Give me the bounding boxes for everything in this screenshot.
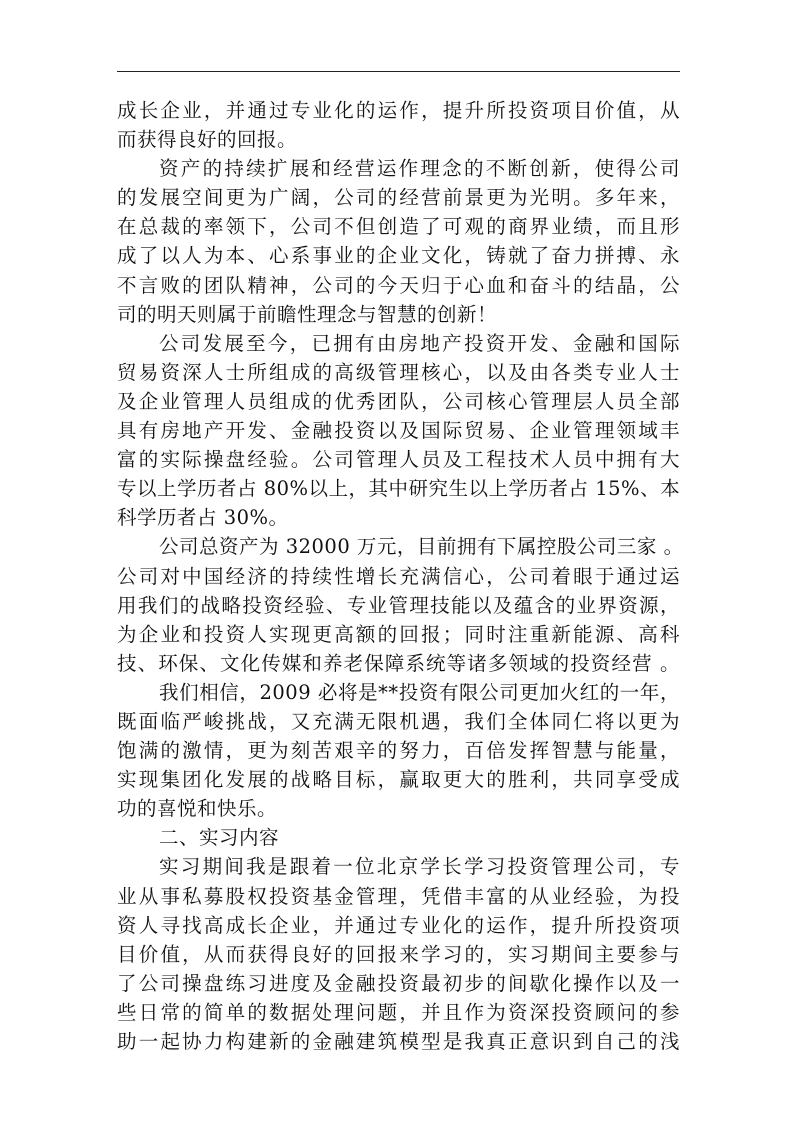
text-line: 业从事私募股权投资基金管理，凭借丰富的从业经验，为投: [117, 884, 680, 908]
text-line: 不言败的团队精神，公司的今天归于心血和奋斗的结晶，公: [117, 273, 680, 297]
paragraph-first-line: 我们相信，2009 必将是**投资有限公司更加火红的一年，: [159, 680, 680, 704]
paragraph-first-line: 二、实习内容: [159, 826, 280, 850]
text-line: 及企业管理人员组成的优秀团队，公司核心管理层人员全部: [117, 389, 680, 413]
text-line: 科学历者占 30%。: [117, 506, 289, 530]
text-line: 成了以人为本、心系事业的企业文化，铸就了奋力拼搏、永: [117, 244, 680, 268]
text-line: 功的喜悦和快乐。: [117, 797, 278, 821]
paragraph-first-line: 公司发展至今，已拥有由房地产投资开发、金融和国际: [159, 331, 680, 355]
text-line: 资人寻找高成长企业，并通过专业化的运作，提升所投资项: [117, 913, 680, 937]
text-line: 用我们的战略投资经验、专业管理技能以及蕴含的业界资源，: [117, 593, 680, 617]
text-line: 目价值，从而获得良好的回报来学习的，实习期间主要参与: [117, 942, 680, 966]
text-line: 了公司操盘练习进度及金融投资最初步的间歇化操作以及一: [117, 971, 680, 995]
text-line: 司的明天则属于前瞻性理念与智慧的创新！: [117, 302, 498, 326]
text-line: 而获得良好的回报。: [117, 128, 298, 152]
text-line: 具有房地产开发、金融投资以及国际贸易、企业管理领域丰: [117, 419, 680, 443]
text-line: 既面临严峻挑战，又充满无限机遇，我们全体同仁将以更为: [117, 709, 680, 733]
text-line: 专以上学历者占 80%以上，其中研究生以上学历者占 15%、本: [117, 477, 681, 501]
text-line: 为企业和投资人实现更高额的回报；同时注重新能源、高科: [117, 622, 680, 646]
text-line: 在总裁的率领下，公司不但创造了可观的商界业绩，而且形: [117, 215, 680, 239]
paragraph-first-line: 实习期间我是跟着一位北京学长学习投资管理公司，专: [159, 855, 680, 879]
document-body: [117, 96, 684, 1056]
text-line: 助一起协力构建新的金融建筑模型是我真正意识到自己的浅: [117, 1030, 680, 1053]
text-line: 实现集团化发展的战略目标，赢取更大的胜利，共同享受成: [117, 768, 680, 792]
text-line: 贸易资深人士所组成的高级管理核心，以及由各类专业人士: [117, 360, 680, 384]
text-line: 公司对中国经济的持续性增长充满信心，公司着眼于通过运: [117, 564, 680, 588]
text-line: 富的实际操盘经验。公司管理人员及工程技术人员中拥有大: [117, 448, 680, 472]
header-rule: [117, 71, 680, 72]
text-line: 些日常的简单的数据处理问题，并且作为资深投资顾问的参: [117, 1000, 680, 1024]
text-line: 饱满的激情，更为刻苦艰辛的努力，百倍发挥智慧与能量，: [117, 739, 680, 763]
text-line: 成长企业，并通过专业化的运作，提升所投资项目价值，从: [117, 99, 680, 122]
paragraph-first-line: 资产的持续扩展和经营运作理念的不断创新，使得公司: [159, 157, 680, 181]
text-line: 技、环保、文化传媒和养老保障系统等诸多领域的投资经营 。: [117, 651, 680, 675]
text-line: 的发展空间更为广阔，公司的经营前景更为光明。多年来，: [117, 186, 680, 210]
paragraph-first-line: 公司总资产为 32000 万元，目前拥有下属控股公司三家 。: [159, 535, 684, 559]
